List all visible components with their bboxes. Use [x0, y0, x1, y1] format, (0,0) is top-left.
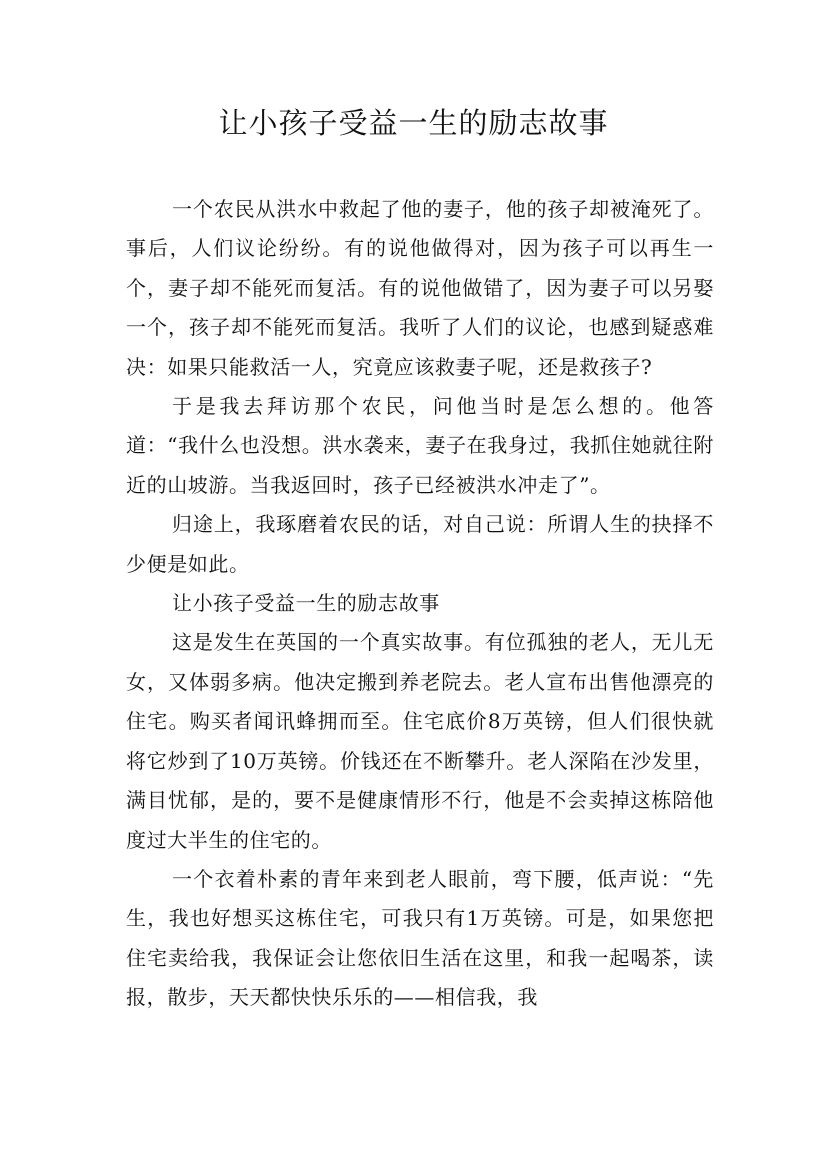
document-title: 让小孩子受益一生的励志故事: [218, 106, 609, 140]
paragraph-3: 归途上，我琢磨着农民的话，对自己说：所谓人生的抉择不少便是如此。: [126, 512, 714, 576]
paragraph-5: 一个衣着朴素的青年来到老人眼前，弯下腰，低声说：“先生，我也好想买这栋住宅，可我只有1万英镑。可是，如果您把住宅卖给我，我保证会让您依旧生活在这里，和我一起喝茶，读报，散步，天天都快快乐乐的——相信我，我: [126, 866, 714, 1010]
document-body: [126, 190, 714, 1018]
section-heading: 让小孩子受益一生的励志故事: [172, 591, 440, 616]
paragraph-2: 于是我去拜访那个农民，问他当时是怎么想的。他答道：“我什么也没想。洪水袭来，妻子在我身过，我抓住她就往附近的山坡游。当我返回时，孩子已经被洪水冲走了”。: [126, 394, 714, 497]
paragraph-4: 这是发生在英国的一个真实故事。有位孤独的老人，无儿无女，又体弱多病。他决定搬到养老院去。老人宣布出售他漂亮的住宅。购买者闻讯蜂拥而至。住宅底价8万英镑，但人们很快就将它炒到了10万英镑。价钱还在不断攀升。老人深陷在沙发里，满目忧郁，是的，要不是健康情形不行，他是不会卖掉这栋陪他度过大半生的住宅的。: [126, 630, 714, 852]
paragraph-1: 一个农民从洪水中救起了他的妻子，他的孩子却被淹死了。事后，人们议论纷纷。有的说他做得对，因为孩子可以再生一个，妻子却不能死而复活。有的说他做错了，因为妻子可以另娶一个，孩子却不能死而复活。我听了人们的议论，也感到疑惑难决：如果只能救活一人，究竟应该救妻子呢，还是救孩子?: [126, 197, 714, 379]
